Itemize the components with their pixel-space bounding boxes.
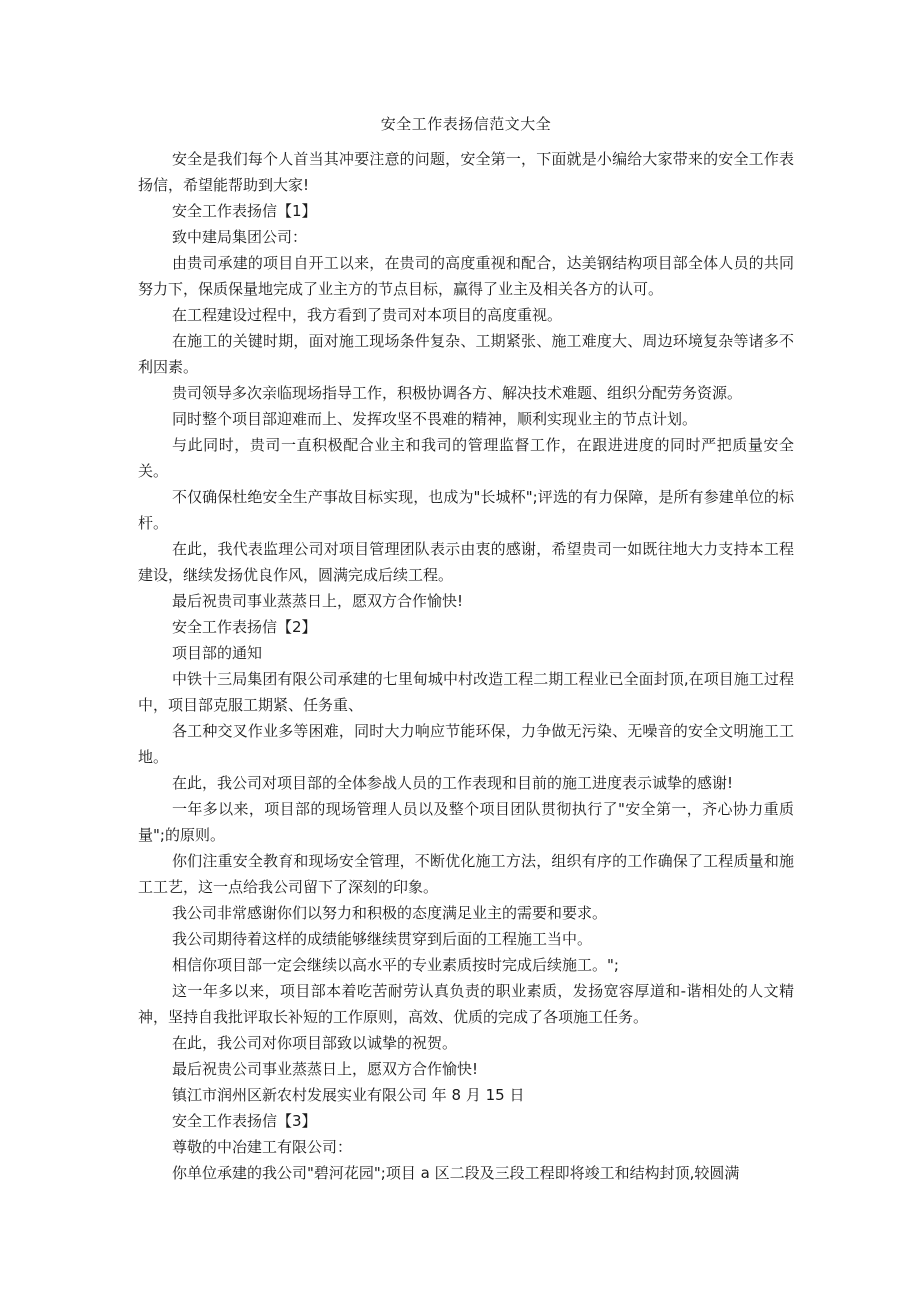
paragraph: 中铁十三局集团有限公司承建的七里甸城中村改造工程二期工程业已全面封顶,在项目施工过程中，项目部克服工期紧、任务重、: [138, 670, 794, 714]
paragraph: 与此同时，贵司一直积极配合业主和我司的管理监督工作，在跟进进度的同时严把质量安全关。: [138, 436, 794, 480]
document-body: [138, 146, 794, 1186]
paragraph: 尊敬的中冶建工有限公司：: [172, 1138, 353, 1156]
document-page: [138, 114, 794, 1186]
paragraph: 同时整个项目部迎难而上、发挥攻坚不畏难的精神，顺利实现业主的节点计划。: [172, 410, 698, 428]
paragraph: 最后祝贵司事业蒸蒸日上，愿双方合作愉快!: [172, 592, 464, 610]
paragraph: 各工种交叉作业多等困难，同时大力响应节能环保，力争做无污染、无噪音的安全文明施工工地。: [138, 722, 794, 766]
paragraph: 在施工的关键时期，面对施工现场条件复杂、工期紧张、施工难度大、周边环境复杂等诸多不利因素。: [138, 332, 794, 376]
paragraph: 这一年多以来，项目部本着吃苦耐劳认真负责的职业素质，发扬宽容厚道和-谐相处的人文精神，坚持自我批评取长补短的工作原则，高效、优质的完成了各项施工任务。: [138, 982, 794, 1026]
paragraph: 不仅确保杜绝安全生产事故目标实现，也成为"长城杯";评选的有力保障，是所有参建单位的标杆。: [138, 488, 794, 532]
paragraph: 镇江市润州区新农村发展实业有限公司 年 8 月 15 日: [172, 1086, 525, 1104]
paragraph: 在此，我公司对你项目部致以诚挚的祝贺。: [172, 1034, 458, 1052]
document-title: 安全工作表扬信范文大全: [380, 115, 552, 133]
paragraph: 在此，我代表监理公司对项目管理团队表示由衷的感谢，希望贵司一如既往地大力支持本工程建设，继续发扬优良作风，圆满完成后续工程。: [138, 540, 794, 584]
paragraph: 贵司领导多次亲临现场指导工作，积极协调各方、解决技术难题、组织分配劳务资源。: [172, 384, 743, 402]
paragraph: 最后祝贵公司事业蒸蒸日上，愿双方合作愉快!: [172, 1060, 479, 1078]
paragraph: 在工程建设过程中，我方看到了贵司对本项目的高度重视。: [172, 306, 563, 324]
paragraph: 由贵司承建的项目自开工以来，在贵司的高度重视和配合，达美钢结构项目部全体人员的共同努力下，保质保量地完成了业主方的节点目标，赢得了业主及相关各方的认可。: [138, 254, 794, 298]
paragraph: 致中建局集团公司：: [172, 228, 308, 246]
paragraph: 安全工作表扬信【2】: [172, 618, 317, 636]
paragraph: 一年多以来，项目部的现场管理人员以及整个项目团队贯彻执行了"安全第一，齐心协力重质量";的原则。: [138, 800, 794, 844]
paragraph: 你们注重安全教育和现场安全管理，不断优化施工方法，组织有序的工作确保了工程质量和施工工艺，这一点给我公司留下了深刻的印象。: [138, 852, 794, 896]
paragraph: 安全工作表扬信【3】: [172, 1112, 317, 1130]
paragraph: 我公司非常感谢你们以努力和积极的态度满足业主的需要和要求。: [172, 904, 608, 922]
paragraph: 项目部的通知: [172, 644, 263, 662]
paragraph: 安全工作表扬信【1】: [172, 202, 317, 220]
paragraph: 相信你项目部一定会继续以高水平的专业素质按时完成后续施工。";: [172, 956, 619, 974]
paragraph: 安全是我们每个人首当其冲要注意的问题，安全第一，下面就是小编给大家带来的安全工作表扬信，希望能帮助到大家!: [138, 150, 794, 194]
paragraph: 你单位承建的我公司"碧河花园";项目 a 区二段及三段工程即将竣工和结构封顶,较圆满: [172, 1164, 740, 1182]
paragraph: 在此，我公司对项目部的全体参战人员的工作表现和目前的施工进度表示诚挚的感谢!: [172, 774, 734, 792]
paragraph: 我公司期待着这样的成绩能够继续贯穿到后面的工程施工当中。: [172, 930, 593, 948]
